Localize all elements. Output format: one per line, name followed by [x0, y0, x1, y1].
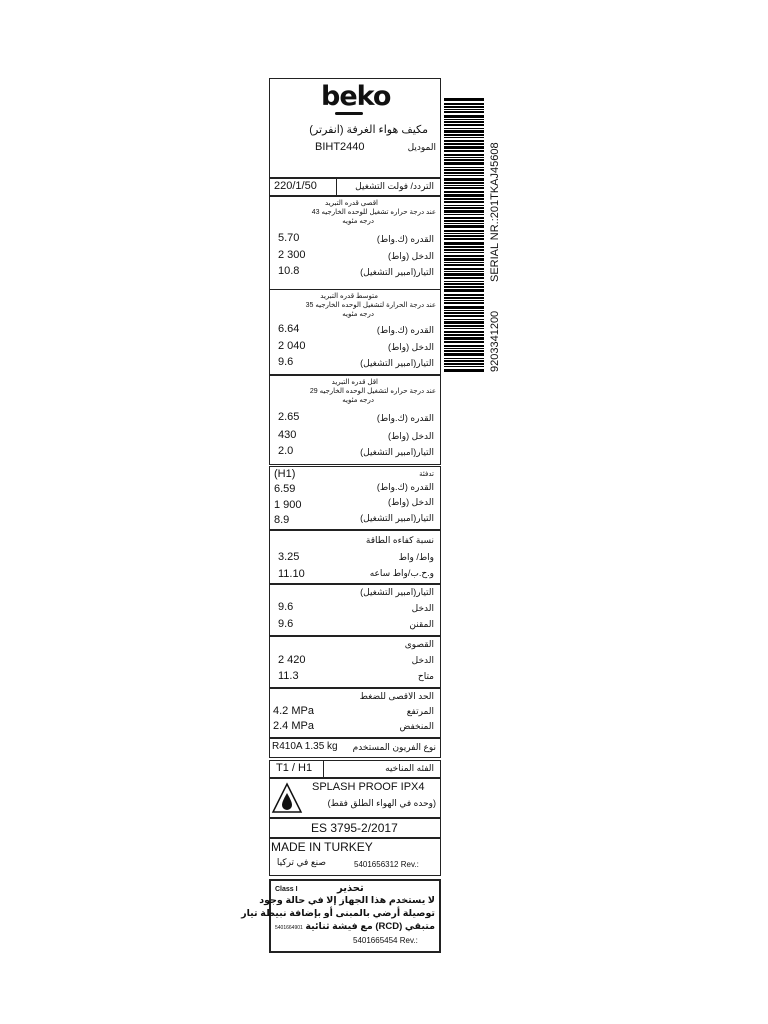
barcode-bar — [444, 273, 484, 276]
warning-rev: 5401665454 Rev.: — [353, 936, 418, 945]
barcode-bar — [444, 235, 484, 237]
pressure-high: 4.2 MPa — [273, 705, 314, 717]
splash-value: SPLASH PROOF IPX4 — [312, 781, 425, 793]
logo-swoosh — [335, 112, 363, 115]
barcode-bar — [444, 233, 484, 234]
origin-rev: 5401656312 Rev.: — [354, 860, 419, 869]
rated-current-input-label: الدخل — [411, 603, 434, 613]
cooling-mid-block — [269, 289, 441, 375]
barcode-bar — [444, 207, 484, 209]
barcode-bar — [444, 310, 484, 311]
rated-current-input: 9.6 — [278, 601, 294, 613]
barcode-bar — [444, 297, 484, 299]
cooling-min-capacity: 2.65 — [278, 411, 300, 423]
barcode-bar — [444, 146, 484, 149]
cooling-min-input-label: الدخل (واط) — [387, 431, 434, 441]
origin-label: صنع في تركيا — [276, 857, 326, 867]
barcode-bar — [444, 167, 484, 168]
barcode-bar — [444, 277, 484, 279]
barcode-bar — [444, 312, 484, 314]
climate-block — [269, 760, 441, 778]
water-drop-warning-icon — [271, 782, 303, 814]
product-name: مكيف هواء الغرفة (انفرتر) — [309, 124, 428, 136]
warning-class: Class I — [275, 886, 298, 893]
heating-current: 8.9 — [274, 514, 290, 526]
rated-current-rated: 9.6 — [278, 618, 294, 630]
barcode-bar — [444, 187, 484, 189]
barcode-bar — [444, 124, 484, 126]
header-block — [269, 78, 441, 178]
refrigerant-block — [269, 738, 441, 758]
efficiency-eer-label: واط/ واط — [398, 552, 434, 562]
cooling-mid-input: 2 040 — [278, 340, 306, 352]
cooling-mid-input-label: الدخل (واط) — [387, 342, 434, 352]
cooling-mid-current-label: التيار(امبير التشغيل) — [360, 358, 434, 368]
cooling-max-input-label: الدخل (واط) — [387, 251, 434, 261]
barcode-bar — [444, 134, 484, 136]
climate-label: الفئه المناخيه — [385, 763, 434, 773]
barcode-bar — [444, 258, 484, 261]
cooling-max-title: اقصى قدره التبريد — [325, 200, 378, 207]
barcode-bar — [444, 319, 484, 320]
barcode-bar — [444, 264, 484, 266]
barcode-bar — [444, 98, 484, 101]
barcode-bar — [444, 230, 484, 232]
cooling-min-title: اقل قدره التبريد — [331, 379, 378, 386]
cooling-mid-capacity: 6.64 — [278, 323, 300, 335]
power-label: التردد/ فولت التشغيل — [355, 181, 434, 191]
barcode-bar — [444, 175, 484, 176]
cooling-min-current-label: التيار(امبير التشغيل) — [360, 447, 434, 457]
barcode-bar — [444, 191, 484, 193]
barcode-bar — [444, 242, 484, 245]
heating-class: (H1) — [274, 468, 296, 480]
cooling-min-cond-2: درجه مئويه — [342, 397, 374, 404]
efficiency-eer: 3.25 — [278, 551, 300, 563]
standard-block — [269, 818, 441, 838]
barcode-bar — [444, 246, 484, 248]
efficiency-btu-label: و.ح.ب/واط ساعه — [369, 568, 434, 578]
barcode-bar — [444, 121, 484, 123]
divider — [323, 761, 324, 777]
origin-value: MADE IN TURKEY — [271, 840, 373, 854]
barcode-bar — [444, 345, 484, 347]
maximum-input-label: الدخل — [411, 655, 434, 665]
barcode-bar — [444, 302, 484, 304]
cooling-mid-current: 9.6 — [278, 356, 294, 368]
barcode-bar — [444, 103, 484, 105]
barcode-bar — [444, 252, 484, 253]
barcode-bar — [444, 328, 484, 329]
refrigerant-value: R410A 1.35 kg — [272, 741, 338, 752]
brand-logo: beko — [321, 81, 391, 112]
barcode-bar — [444, 300, 484, 301]
barcode-bar — [444, 111, 484, 113]
barcode-bar — [444, 350, 484, 352]
barcode-bar — [444, 137, 484, 138]
barcode-bar — [444, 150, 484, 152]
barcode-bar — [444, 341, 484, 343]
pressure-low-label: المنخفض — [399, 721, 434, 731]
pressure-high-label: المرتفع — [406, 706, 434, 716]
barcode-bar — [444, 172, 484, 174]
barcode-bar — [444, 321, 484, 324]
cooling-min-input: 430 — [278, 429, 297, 441]
barcode-bar — [444, 249, 484, 251]
cooling-max-input: 2 300 — [278, 249, 306, 261]
maximum-input: 2 420 — [278, 654, 306, 666]
barcode-bar — [444, 157, 484, 158]
cooling-mid-title: متوسط قدره التبريد — [320, 293, 378, 300]
barcode-bar — [444, 162, 484, 165]
barcode-bar — [444, 325, 484, 327]
barcode-bar — [444, 182, 484, 184]
origin-block — [269, 838, 441, 876]
barcode-bar — [444, 128, 484, 129]
maximum-available: 11.3 — [278, 670, 299, 682]
cooling-max-current-label: التيار(امبير التشغيل) — [360, 267, 434, 277]
cooling-max-current: 10.8 — [278, 265, 300, 277]
barcode-bar — [444, 220, 484, 222]
barcode-bar — [444, 106, 484, 108]
barcode-bar — [444, 225, 484, 228]
pressure-title: الحد الاقصى للضغط — [359, 691, 434, 701]
cooling-min-current: 2.0 — [278, 445, 294, 457]
barcode-bar — [444, 159, 484, 161]
barcode-bar — [444, 271, 484, 272]
warning-line-2: توصيلة أرضي بالمبنى أو بإضافة نبيطة تيار — [241, 908, 435, 919]
cooling-max-cond-1: عند درجة حراره تشغيل للوحده الخارجيه 43 — [311, 209, 436, 216]
cooling-min-block — [269, 375, 441, 465]
heating-input: 1 900 — [274, 499, 302, 511]
barcode-bar — [444, 337, 484, 340]
climate-value: T1 / H1 — [276, 762, 313, 774]
serial-barcode — [444, 98, 484, 374]
barcode-bar — [444, 348, 484, 349]
pressure-block — [269, 688, 441, 738]
cooling-mid-cond-1: عند درجة الحرارة لتشغيل الوحده الخارجيه 35 — [305, 302, 436, 309]
barcode-bar — [444, 169, 484, 171]
barcode-bar — [444, 185, 484, 186]
barcode-bar — [444, 205, 484, 206]
barcode-bar — [444, 255, 484, 257]
barcode-bar — [444, 262, 484, 263]
barcode-bar — [444, 358, 484, 359]
warning-code: 5401664901 — [275, 925, 303, 931]
barcode-bar — [444, 366, 484, 367]
cooling-min-capacity-label: القدره (ك.واط) — [376, 413, 434, 423]
standard-value: ES 3795-2/2017 — [311, 821, 398, 835]
heating-block — [269, 466, 441, 530]
barcode-bar — [444, 194, 484, 197]
efficiency-btu: 11.10 — [278, 568, 305, 580]
cooling-max-block — [269, 196, 441, 290]
splash-block — [269, 778, 441, 818]
barcode-bar — [444, 119, 484, 120]
power-block — [269, 178, 441, 196]
model-label: الموديل — [407, 142, 436, 152]
barcode-bar — [444, 115, 484, 118]
heating-capacity-label: القدره (ك.واط) — [376, 482, 434, 492]
barcode-bar — [444, 286, 484, 288]
barcode-bar — [444, 360, 484, 362]
efficiency-title: نسبة كفاءه الطاقة — [365, 535, 434, 545]
barcode-bar — [444, 210, 484, 213]
barcode-bar — [444, 140, 484, 142]
rated-current-rated-label: المقنن — [409, 619, 434, 629]
splash-label: (وحده في الهواء الطلق فقط) — [327, 798, 436, 808]
power-value: 220/1/50 — [274, 180, 317, 192]
heating-input-label: الدخل (واط) — [387, 497, 434, 507]
efficiency-block — [269, 530, 441, 584]
cooling-max-cond-2: درجه مئويه — [342, 218, 374, 225]
barcode-bar — [444, 268, 484, 270]
barcode-bar — [444, 331, 484, 333]
refrigerant-label: نوع الفريون المستخدم — [352, 742, 436, 752]
rated-current-title: التيار(امبير التشغيل) — [360, 587, 434, 597]
warning-block — [241, 879, 441, 953]
warning-title: تحذير — [337, 883, 364, 894]
barcode-bar — [444, 223, 484, 224]
cooling-mid-cond-2: درجه مئويه — [342, 311, 374, 318]
barcode-bar — [444, 283, 484, 285]
heating-current-label: التيار(امبير التشغيل) — [360, 513, 434, 523]
barcode-bar — [444, 130, 484, 133]
barcode-bar — [444, 281, 484, 282]
barcode-bar — [444, 178, 484, 181]
warning-line-3: متبقي (RCD) مع فيشة ثنائية — [305, 921, 435, 932]
barcode-bar — [444, 154, 484, 156]
cooling-max-capacity-label: القدره (ك.واط) — [376, 234, 434, 244]
warning-line-1: لا يستخدم هذا الجهاز إلا في حالة وجود — [259, 895, 435, 906]
barcode-bar — [444, 289, 484, 292]
cooling-min-cond-1: عند درجة حراره لتشغيل الوحده الخارجيه 29 — [309, 388, 436, 395]
cooling-mid-capacity-label: القدره (ك.واط) — [376, 325, 434, 335]
serial-number: SERIAL NR.:201TKAJ45608 — [489, 142, 501, 282]
barcode-bar — [444, 306, 484, 309]
maximum-available-label: متاح — [417, 671, 434, 681]
barcode-bar — [444, 214, 484, 215]
maximum-title: القصوى — [404, 639, 434, 649]
rated-current-block — [269, 584, 441, 636]
barcode-bar — [444, 334, 484, 336]
rating-label — [241, 78, 441, 950]
barcode-bar — [444, 217, 484, 219]
heating-title: تدفئة — [419, 471, 434, 478]
barcode-bar — [444, 353, 484, 356]
divider — [336, 179, 337, 195]
barcode-bar — [444, 315, 484, 317]
pressure-low: 2.4 MPa — [273, 720, 314, 732]
barcode-bar — [444, 198, 484, 200]
heating-capacity: 6.59 — [274, 483, 296, 495]
barcode-bar — [444, 294, 484, 296]
model-number: BIHT2440 — [315, 141, 365, 153]
barcode-bar — [444, 238, 484, 240]
barcode-bar — [444, 363, 484, 365]
barcode-bar — [444, 109, 484, 110]
barcode-bar — [444, 143, 484, 145]
maximum-block — [269, 636, 441, 688]
barcode-bar — [444, 369, 484, 372]
cooling-max-capacity: 5.70 — [278, 232, 300, 244]
barcode-number: 9203341200 — [489, 310, 501, 372]
barcode-bar — [444, 201, 484, 203]
